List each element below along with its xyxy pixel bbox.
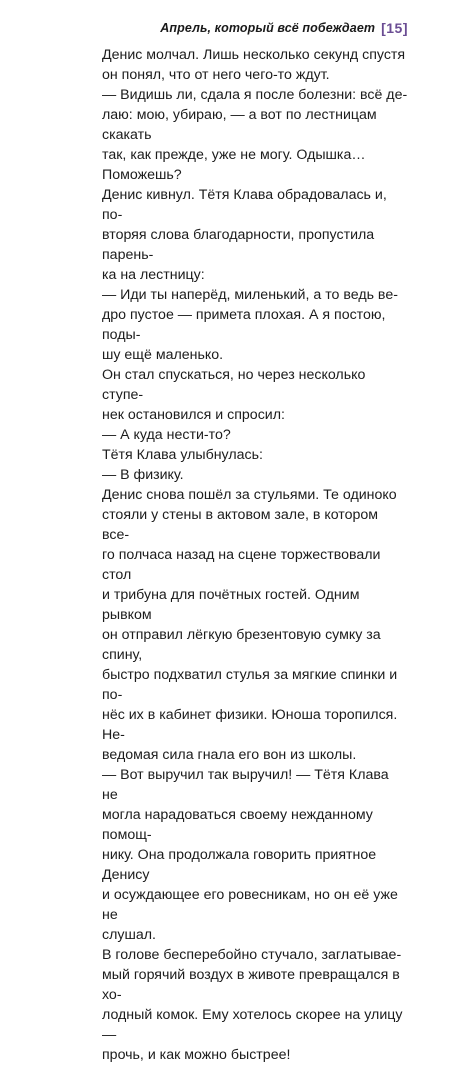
- body-text: [102, 45, 408, 1065]
- page-number: [15]: [381, 20, 408, 36]
- paragraph: — Видишь ли, сдала я после болезни: всё де- лаю: мою, убираю, — а вот по лестницам скакать так, как прежде, уже не могу. Одышка… Поможешь?: [102, 87, 408, 183]
- paragraph: Денис молчал. Лишь несколько секунд спустя он понял, что от него чего-то ждут.: [102, 47, 406, 83]
- paragraph: — А куда нести-то?: [102, 427, 231, 443]
- paragraph: Тётя Клава улыбнулась:: [102, 447, 263, 463]
- running-title: Апрель, который всё побеждает: [160, 21, 376, 35]
- paragraph: — Вот выручил так выручил! — Тётя Клава не могла нарадоваться своему нежданному помощ- нику. Она продолжала говорить приятное Денису и осуждающее его ровесникам, но он её уже не слушал.: [102, 767, 398, 943]
- page-header: [160, 20, 408, 36]
- paragraph: — Иди ты наперёд, миленький, а то ведь ве- дро пустое — примета плохая. А я постою, поды- шу ещё маленько.: [102, 287, 398, 363]
- paragraph: Денис снова пошёл за стульями. Те одиноко стояли у стены в актовом зале, в котором все- го полчаса назад на сцене торжествовали стол и трибуна для почётных гостей. Одним рывком он отправил лёгкую брезентовую сумку за спину, быстро подхватил стулья за мягкие спинки и по- нёс их в кабинет физики. Юноша торопился. Не- ведомая сила гнала его вон из школы.: [102, 487, 398, 763]
- paragraph: — В физику.: [102, 467, 184, 483]
- paragraph: Он стал спускаться, но через несколько ступе- нек остановился и спросил:: [102, 367, 366, 423]
- paragraph: Денис кивнул. Тётя Клава обрадовалась и, по- вторяя слова благодарности, пропустила парень- ка на лестницу:: [102, 187, 387, 283]
- paragraph: В голове бесперебойно стучало, заглатывае- мый горячий воздух в животе превращался в хо- лодный комок. Ему хотелось скорее на улицу — прочь, и как можно быстрее!: [102, 947, 403, 1063]
